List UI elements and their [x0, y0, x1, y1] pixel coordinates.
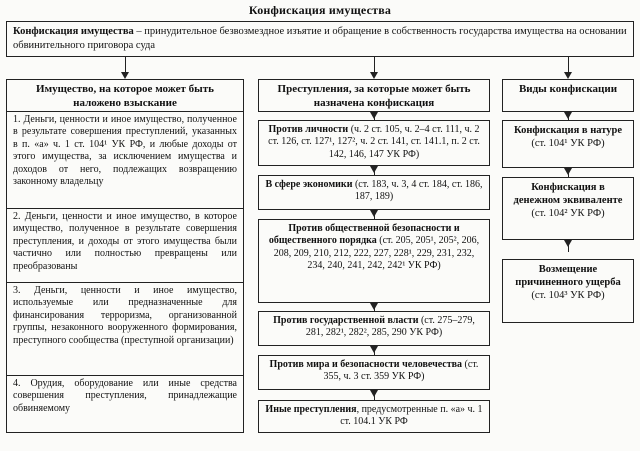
property-item-4: 4. Орудия, оборудование или иные средства совершения преступления, принадлежащие обвиняемому	[7, 375, 243, 433]
property-item-1: 1. Деньги, ценности и иное имущество, полученное в результате совершения преступлений, указанных в п. «а» ч. 1 ст. 104¹ УК РФ, и любые доходы от этого имущества, за исключением имущества и доходов от него, подлежащих возвращению законному владельцу	[13, 114, 237, 188]
type-article: (ст. 104² УК РФ)	[531, 208, 605, 219]
type-article: (ст. 104¹ УК РФ)	[531, 138, 605, 149]
crime-group-title: Против общественной безопасности и общественного порядка	[268, 223, 460, 247]
arrow-down-icon	[121, 72, 129, 79]
arrow-down-icon	[564, 168, 572, 175]
crime-group-person	[258, 120, 490, 166]
arrow-down-icon	[370, 166, 378, 173]
crime-group-articles: (ч. 2 ст. 105, ч. 2–4 ст. 111, ч. 2 ст. 126, ст. 127¹, 127², ч. 2 ст. 141, ст. 141.1, п. 2 ст. 142, 146, 147 УК РФ)	[268, 124, 480, 160]
crime-group-state-power	[258, 311, 490, 346]
arrow-down-icon	[370, 210, 378, 217]
crime-group-title: Против личности	[268, 124, 349, 135]
arrow-down-icon	[564, 240, 572, 247]
definition-term: Конфискация имущества	[13, 26, 134, 37]
type-article: (ст. 104³ УК РФ)	[531, 290, 605, 301]
type-damages	[502, 259, 634, 323]
page-title: Конфискация имущества	[248, 3, 392, 17]
connector-line	[568, 57, 569, 72]
connector-line	[125, 57, 126, 72]
arrow-down-icon	[370, 112, 378, 119]
crime-group-articles: (ст. 205, 205¹, 205², 206, 208, 209, 210, 212, 222, 227, 228¹, 229, 231, 232, 234, 240, 241, 242, 242¹ УК РФ)	[273, 235, 480, 272]
definition-box	[6, 21, 634, 57]
property-list	[6, 112, 244, 433]
arrow-down-icon	[564, 112, 572, 119]
property-item-2: 2. Деньги, ценности и иное имущество, в которое имущество, полученное в результате совершения преступления, и доходы от этого имущества были частично или полностью превращены или преобразованы	[7, 208, 243, 282]
crime-group-peace	[258, 355, 490, 390]
crime-group-title: Против мира и безопасности человечества	[269, 359, 463, 370]
arrow-down-icon	[564, 72, 572, 79]
crime-group-title: Против государственной власти	[273, 315, 419, 326]
arrow-down-icon	[370, 72, 378, 79]
crime-group-public-safety	[258, 219, 490, 303]
definition-text: – принудительное безвозмездное изъятие и обращение в собственность государства имущества на основании обвинительного приговора суда	[13, 26, 627, 51]
type-title: Конфискация в натуре	[513, 125, 622, 136]
type-monetary	[502, 177, 634, 240]
crime-group-articles: (ст. 355, ч. 3 ст. 359 УК РФ)	[323, 359, 479, 383]
types-header: Виды конфискации	[502, 79, 634, 112]
arrow-down-icon	[370, 303, 378, 310]
arrow-down-icon	[370, 346, 378, 353]
crime-group-other	[258, 400, 490, 433]
crime-group-title: В сфере экономики	[265, 179, 353, 190]
crime-group-economy	[258, 175, 490, 210]
type-in-kind	[502, 120, 634, 168]
arrow-down-icon	[370, 390, 378, 397]
crime-group-articles: , предусмотренные п. «а» ч. 1 ст. 104.1 УК РФ	[340, 404, 483, 428]
crime-group-articles: (ст. 275–279, 281, 282¹, 282², 285, 290 УК РФ)	[305, 315, 475, 339]
property-header: Имущество, на которое может быть наложено взыскание	[6, 79, 244, 112]
type-title: Конфискация в денежном эквиваленте	[513, 182, 623, 206]
type-title: Возмещение причиненного ущерба	[515, 264, 621, 288]
crime-group-title: Иные преступления	[265, 404, 357, 415]
crime-group-articles: (ст. 183, ч. 3, 4 ст. 184, ст. 186, 187, 189)	[352, 179, 483, 203]
crimes-header: Преступления, за которые может быть назначена конфискация	[258, 79, 490, 112]
connector-line	[374, 57, 375, 72]
property-item-3: 3. Деньги, ценности и иное имущество, используемые или предназначенные для финансирования терроризма, организованной группы, незаконного вооруженного формирования, преступного сообщества (преступной организации)	[7, 282, 243, 375]
